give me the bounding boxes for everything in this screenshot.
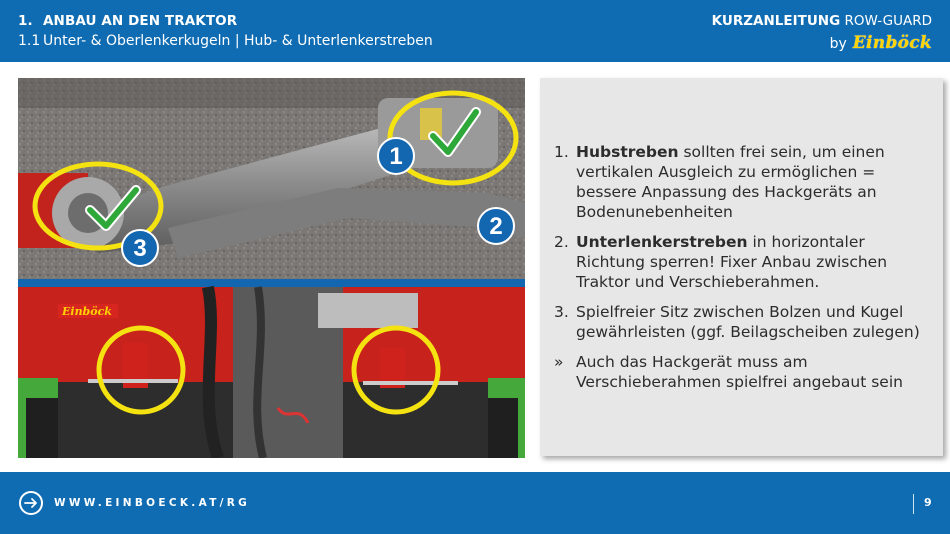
section-number: 1. <box>18 13 33 29</box>
list-item <box>554 352 934 392</box>
list-text-body: in horizontaler Richtung sperren! Fixer Anbau zwischen Traktor und Verschieberahmen. <box>576 233 888 291</box>
list-text <box>576 302 934 342</box>
callout-badge-2 <box>478 208 514 244</box>
instructions-panel <box>540 78 943 456</box>
tractor-hitch-photo <box>18 78 525 458</box>
subsection-number: 1.1 <box>18 33 41 49</box>
list-text-body: Spielfreier Sitz zwischen Bolzen und Kugel gewährleisten (ggf. Beilagscheiben zulegen) <box>576 303 920 341</box>
photo-divider <box>18 279 525 287</box>
list-item <box>554 302 934 342</box>
section-heading <box>18 13 237 29</box>
brand-line <box>712 33 932 53</box>
arrow-glyph <box>24 497 38 509</box>
subsection-title: Unter- & Oberlenkerkugeln | Hub- & Unterlenkerstreben <box>43 33 433 49</box>
list-text-bold: Unterlenkerstreben <box>576 233 748 251</box>
list-text-body: sollten frei sein, um einen vertikalen Ausgleich zu ermöglichen = bessere Anpassung des Hackgeräts an Bodenunebenheiten <box>576 143 885 221</box>
guide-title-rest: ROW-GUARD <box>844 13 932 29</box>
callout-label-2: 2 <box>489 213 503 240</box>
guide-title <box>712 13 932 29</box>
list-text <box>576 352 934 392</box>
section-title: ANBAU AN DEN TRAKTOR <box>43 13 238 29</box>
page-number: 9 <box>924 496 932 509</box>
list-marker: 3. <box>554 303 569 321</box>
footer-divider <box>913 494 914 514</box>
list-text <box>576 142 934 222</box>
by-label: by <box>829 36 847 52</box>
callout-label-1: 1 <box>389 143 403 170</box>
list-marker: 1. <box>554 143 569 161</box>
footer-bar <box>0 472 950 534</box>
callout-badge-3 <box>122 230 158 266</box>
subsection-heading <box>18 33 433 49</box>
list-text-body: Auch das Hackgerät muss am Verschieberahmen spielfrei angebaut sein <box>576 353 903 391</box>
list-marker: 2. <box>554 233 569 251</box>
list-item <box>554 142 934 222</box>
sticker-logo: Einböck <box>62 305 112 318</box>
guide-branding <box>712 13 932 53</box>
list-item <box>554 232 934 292</box>
callout-badge-1 <box>378 138 414 174</box>
guide-title-bold: KURZANLEITUNG <box>711 13 841 29</box>
website-link[interactable]: WWW.EINBOECK.AT/RG <box>54 497 251 509</box>
list-text <box>576 232 934 292</box>
einboeck-logo: Einböck <box>852 33 932 53</box>
list-marker: » <box>554 353 564 371</box>
arrow-right-icon[interactable] <box>19 491 43 515</box>
header-bar <box>0 0 950 62</box>
list-text-bold: Hubstreben <box>576 143 679 161</box>
callout-label-3: 3 <box>133 235 147 262</box>
instruction-list <box>554 142 934 402</box>
